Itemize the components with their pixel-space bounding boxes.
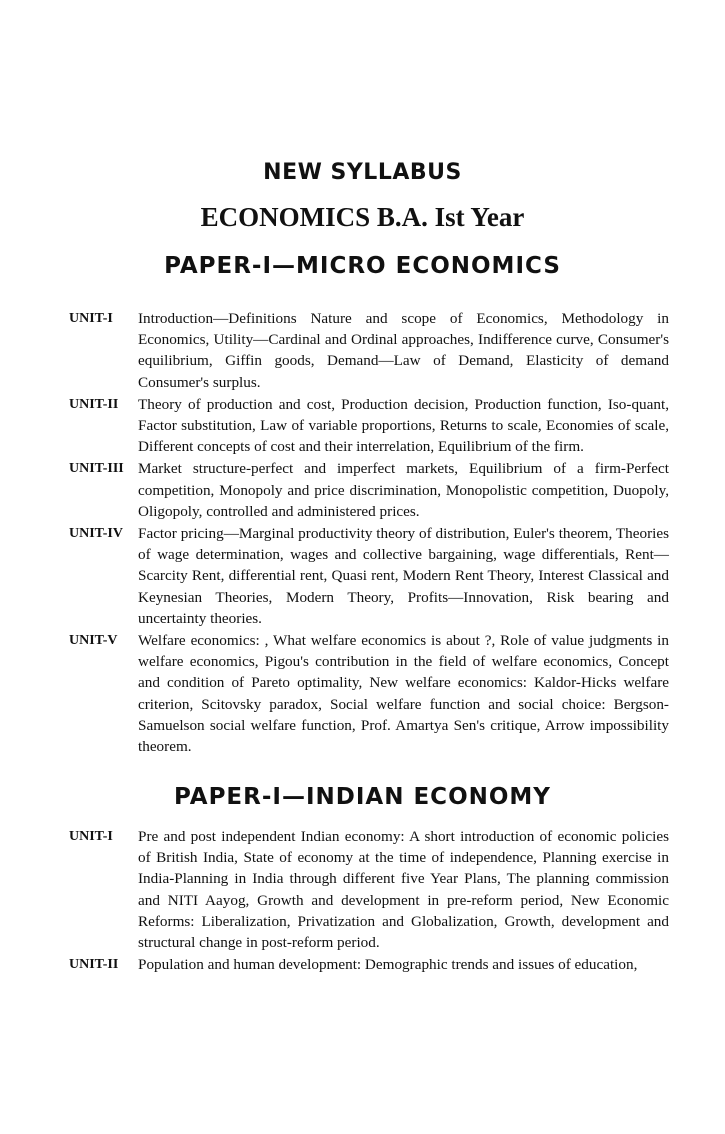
micro-units-list	[69, 308, 669, 758]
unit-label: UNIT-IV	[69, 526, 123, 542]
unit-description: Population and human development: Demographic trends and issues of education,	[138, 956, 638, 974]
unit-label: UNIT-V	[69, 633, 118, 649]
unit-label: UNIT-I	[69, 829, 113, 844]
unit-entry	[69, 954, 669, 975]
unit-entry	[69, 308, 669, 393]
unit-entry	[69, 523, 669, 629]
unit-description: Theory of production and cost, Production decision, Production function, Iso-quant, Factor substitution, Law of variable proportions, Returns to scale, Economies of scale, Different concepts of cost and their interrelation, Equilibrium of the firm.	[138, 395, 669, 456]
unit-description: Introduction—Definitions Nature and scope of Economics, Methodology in Economics, Utility—Cardinal and Ordinal approaches, Indifference curve, Consumer's equilibrium, Giffin goods, Demand—Law of Demand, Elasticity of demand Consumer's surplus.	[138, 310, 669, 391]
unit-entry	[69, 826, 669, 953]
course-title: ECONOMICS B.A. Ist Year	[200, 202, 525, 232]
unit-entry	[69, 394, 669, 458]
unit-label: UNIT-II	[69, 957, 119, 973]
paper-micro-heading: PAPER-I—MICRO ECONOMICS	[164, 253, 561, 279]
unit-description: Welfare economics: , What welfare economics is about ?, Role of value judgments in welfare economics, Pigou's contribution in the field of welfare economics, Concept and condition of Pareto optimality, New welfare economics: Kaldor-Hicks welfare criterion, Scitovsky paradox, Social welfare function and social choice: Bergson-Samuelson social welfare function, Prof. Amartya Sen's critique, Arrow impossibility theorem.	[138, 632, 669, 756]
indian-units-list	[69, 826, 669, 976]
unit-entry	[69, 630, 669, 757]
unit-label: UNIT-I	[69, 311, 113, 326]
unit-description: Market structure-perfect and imperfect markets, Equilibrium of a firm-Perfect competition, Monopoly and price discrimination, Monopolistic competition, Duopoly, Oligopoly, controlled and administered prices.	[138, 460, 669, 520]
unit-description: Pre and post independent Indian economy: A short introduction of economic policies of British India, State of economy at the time of independence, Planning exercise in India-Planning in India through different five Year Plans, The planning commission and NITI Aayog, Growth and development in pre-reform period, New Economic Reforms: Liberalization, Privatization and Globalization, Growth, development and structural change in post-reform period.	[138, 828, 669, 952]
paper-indian-heading: PAPER-I—INDIAN ECONOMY	[174, 784, 551, 810]
unit-label: UNIT-III	[69, 461, 124, 477]
syllabus-heading: NEW SYLLABUS	[263, 160, 462, 185]
unit-description: Factor pricing—Marginal productivity theory of distribution, Euler's theorem, Theories of wage determination, wages and collective bargaining, wage differentials, Rent—Scarcity Rent, differential rent, Quasi rent, Modern Rent Theory, Interest Classical and Keynesian Theories, Modern Theory, Profits—Innovation, Risk bearing and uncertainty theories.	[138, 525, 669, 627]
unit-entry	[69, 458, 669, 522]
unit-label: UNIT-II	[69, 396, 119, 412]
